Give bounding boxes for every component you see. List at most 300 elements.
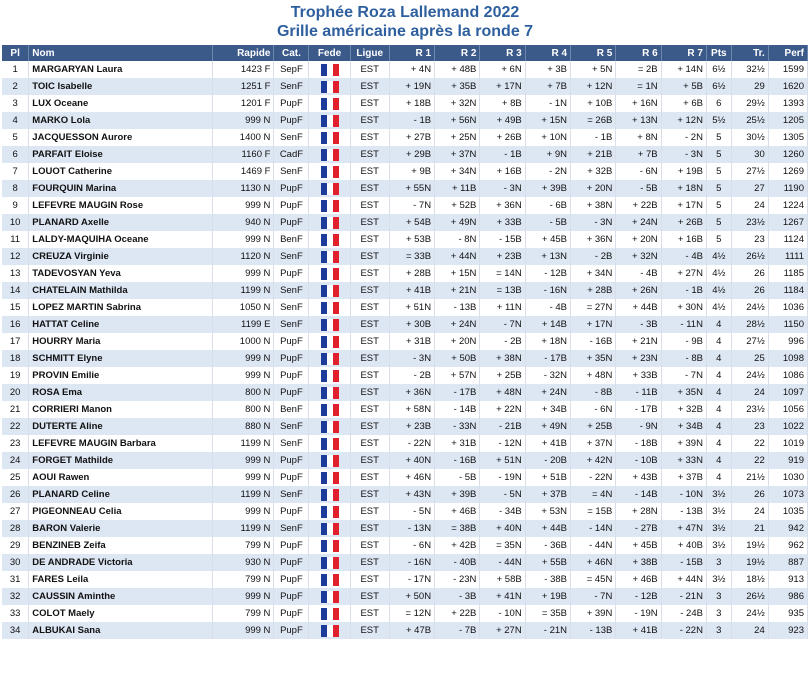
tiebreak-cell: 26 (731, 265, 768, 282)
round-6-cell: - 6N (616, 163, 661, 180)
rating-cell: 1199 N (212, 486, 274, 503)
round-5-cell: - 44N (571, 537, 616, 554)
round-3-cell: + 8B (480, 95, 525, 112)
round-7-cell: - 7N (661, 367, 706, 384)
name-cell[interactable]: ROSA Ema (29, 384, 212, 401)
rating-cell: 799 N (212, 571, 274, 588)
name-cell[interactable]: TOIC Isabelle (29, 78, 212, 95)
name-cell[interactable]: TADEVOSYAN Yeva (29, 265, 212, 282)
league-cell: EST (350, 452, 389, 469)
round-6-cell: + 21N (616, 333, 661, 350)
name-cell[interactable]: FORGET Mathilde (29, 452, 212, 469)
category-cell: BenF (274, 231, 309, 248)
round-1-cell: + 54B (389, 214, 434, 231)
round-1-cell: + 31B (389, 333, 434, 350)
france-flag-icon (321, 336, 339, 348)
round-3-cell: + 40N (480, 520, 525, 537)
round-2-cell: + 31B (435, 435, 480, 452)
round-5-cell: + 46N (571, 554, 616, 571)
league-cell: EST (350, 520, 389, 537)
name-cell[interactable]: LEFEVRE MAUGIN Barbara (29, 435, 212, 452)
round-1-cell: + 51N (389, 299, 434, 316)
round-7-cell: - 3N (661, 146, 706, 163)
table-row[interactable] (2, 316, 808, 333)
name-cell[interactable]: JACQUESSON Aurore (29, 129, 212, 146)
name-cell[interactable]: LUX Oceane (29, 95, 212, 112)
category-cell: PupF (274, 554, 309, 571)
federation-cell (309, 435, 350, 452)
name-cell[interactable]: LEFEVRE MAUGIN Rose (29, 197, 212, 214)
performance-cell: 1393 (768, 95, 807, 112)
league-cell: EST (350, 146, 389, 163)
table-row[interactable] (2, 248, 808, 265)
name-cell[interactable]: PROVIN Emilie (29, 367, 212, 384)
france-flag-icon (321, 404, 339, 416)
round-4-cell: + 51B (525, 469, 570, 486)
name-cell[interactable]: BARON Valerie (29, 520, 212, 537)
column-header[interactable]: R 7 (661, 45, 706, 61)
league-cell: EST (350, 622, 389, 639)
round-7-cell: + 34B (661, 418, 706, 435)
table-row[interactable] (2, 95, 808, 112)
round-2-cell: + 21N (435, 282, 480, 299)
tiebreak-cell: 32½ (731, 61, 768, 78)
rank-cell: 2 (2, 78, 29, 95)
round-1-cell: - 2B (389, 367, 434, 384)
performance-cell: 1305 (768, 129, 807, 146)
round-2-cell: + 39B (435, 486, 480, 503)
round-3-cell: = 13B (480, 282, 525, 299)
table-row[interactable] (2, 61, 808, 78)
round-7-cell: + 14N (661, 61, 706, 78)
round-1-cell: - 13N (389, 520, 434, 537)
rank-cell: 33 (2, 605, 29, 622)
name-cell[interactable]: DUTERTE Aline (29, 418, 212, 435)
league-cell: EST (350, 350, 389, 367)
france-flag-icon (321, 387, 339, 399)
federation-cell (309, 333, 350, 350)
name-cell[interactable]: HATTAT Celine (29, 316, 212, 333)
france-flag-icon (321, 353, 339, 365)
round-4-cell: + 41B (525, 435, 570, 452)
round-2-cell: - 23N (435, 571, 480, 588)
performance-cell: 919 (768, 452, 807, 469)
round-3-cell: + 17N (480, 78, 525, 95)
table-row[interactable] (2, 265, 808, 282)
round-1-cell: - 16N (389, 554, 434, 571)
rating-cell: 1130 N (212, 180, 274, 197)
france-flag-icon (321, 489, 339, 501)
column-header[interactable]: R 1 (389, 45, 434, 61)
table-row[interactable] (2, 282, 808, 299)
round-7-cell: - 4B (661, 248, 706, 265)
table-row[interactable] (2, 452, 808, 469)
tiebreak-cell: 26½ (731, 588, 768, 605)
performance-cell: 1035 (768, 503, 807, 520)
table-row[interactable] (2, 214, 808, 231)
round-2-cell: + 57N (435, 367, 480, 384)
league-cell: EST (350, 486, 389, 503)
points-cell: 3 (706, 554, 731, 571)
round-7-cell: - 15B (661, 554, 706, 571)
column-header[interactable]: Perf (768, 45, 807, 61)
category-cell: PupF (274, 605, 309, 622)
table-row[interactable] (2, 622, 808, 639)
round-6-cell: + 44B (616, 299, 661, 316)
round-4-cell: + 7B (525, 78, 570, 95)
round-2-cell: + 37N (435, 146, 480, 163)
round-3-cell: - 19N (480, 469, 525, 486)
rank-cell: 34 (2, 622, 29, 639)
round-6-cell: + 46B (616, 571, 661, 588)
table-row[interactable] (2, 78, 808, 95)
league-cell: EST (350, 163, 389, 180)
category-cell: PupF (274, 333, 309, 350)
round-5-cell: + 21B (571, 146, 616, 163)
tiebreak-cell: 22 (731, 435, 768, 452)
points-cell: 6½ (706, 78, 731, 95)
rating-cell: 799 N (212, 537, 274, 554)
name-cell[interactable]: HOURRY Maria (29, 333, 212, 350)
league-cell: EST (350, 282, 389, 299)
round-7-cell: + 44N (661, 571, 706, 588)
rating-cell: 999 N (212, 588, 274, 605)
rating-cell: 1199 E (212, 316, 274, 333)
france-flag-icon (321, 98, 339, 110)
tiebreak-cell: 29 (731, 78, 768, 95)
column-header[interactable]: Fede (309, 45, 350, 61)
table-row[interactable] (2, 163, 808, 180)
points-cell: 3 (706, 622, 731, 639)
round-3-cell: + 38N (480, 350, 525, 367)
rank-cell: 30 (2, 554, 29, 571)
name-cell[interactable]: MARKO Lola (29, 112, 212, 129)
round-7-cell: + 26B (661, 214, 706, 231)
round-1-cell: = 12N (389, 605, 434, 622)
points-cell: 4 (706, 384, 731, 401)
performance-cell: 942 (768, 520, 807, 537)
round-6-cell: + 20N (616, 231, 661, 248)
round-6-cell: - 5B (616, 180, 661, 197)
round-2-cell: + 46B (435, 503, 480, 520)
federation-cell (309, 520, 350, 537)
column-header[interactable]: Pl (2, 45, 29, 61)
rating-cell: 1199 N (212, 435, 274, 452)
column-header[interactable]: Rapide (212, 45, 274, 61)
france-flag-icon (321, 506, 339, 518)
round-7-cell: - 11N (661, 316, 706, 333)
table-row[interactable] (2, 537, 808, 554)
name-cell[interactable]: LOUOT Catherine (29, 163, 212, 180)
round-4-cell: - 6B (525, 197, 570, 214)
round-7-cell: + 32B (661, 401, 706, 418)
round-4-cell: - 2N (525, 163, 570, 180)
name-cell[interactable]: ALBUKAI Sana (29, 622, 212, 639)
round-5-cell: - 22N (571, 469, 616, 486)
round-7-cell: + 27N (661, 265, 706, 282)
column-header[interactable]: Ligue (350, 45, 389, 61)
table-row[interactable] (2, 112, 808, 129)
france-flag-icon (321, 64, 339, 76)
tiebreak-cell: 24½ (731, 367, 768, 384)
table-row[interactable] (2, 197, 808, 214)
tiebreak-cell: 26 (731, 486, 768, 503)
round-2-cell: - 13B (435, 299, 480, 316)
name-cell[interactable]: CORRIERI Manon (29, 401, 212, 418)
round-1-cell: + 43N (389, 486, 434, 503)
name-cell[interactable]: CREUZA Virginie (29, 248, 212, 265)
league-cell: EST (350, 61, 389, 78)
table-row[interactable] (2, 384, 808, 401)
league-cell: EST (350, 469, 389, 486)
league-cell: EST (350, 95, 389, 112)
round-7-cell: - 9B (661, 333, 706, 350)
round-3-cell: - 44N (480, 554, 525, 571)
name-cell[interactable]: BENZINEB Zeifa (29, 537, 212, 554)
federation-cell (309, 146, 350, 163)
rating-cell: 800 N (212, 401, 274, 418)
round-5-cell: - 3N (571, 214, 616, 231)
category-cell: PupF (274, 180, 309, 197)
name-cell[interactable]: DE ANDRADE Victoria (29, 554, 212, 571)
table-row[interactable] (2, 129, 808, 146)
federation-cell (309, 163, 350, 180)
round-2-cell: - 40B (435, 554, 480, 571)
round-5-cell: - 7N (571, 588, 616, 605)
round-4-cell: - 38B (525, 571, 570, 588)
france-flag-icon (321, 183, 339, 195)
round-1-cell: - 1B (389, 112, 434, 129)
france-flag-icon (321, 523, 339, 535)
table-row[interactable] (2, 401, 808, 418)
round-6-cell: + 38B (616, 554, 661, 571)
rating-cell: 1199 N (212, 520, 274, 537)
category-cell: SenF (274, 163, 309, 180)
league-cell: EST (350, 78, 389, 95)
france-flag-icon (321, 132, 339, 144)
table-row[interactable] (2, 554, 808, 571)
round-3-cell: - 10N (480, 605, 525, 622)
points-cell: 3 (706, 605, 731, 622)
round-7-cell: + 37B (661, 469, 706, 486)
rating-cell: 999 N (212, 112, 274, 129)
round-1-cell: - 6N (389, 537, 434, 554)
tiebreak-cell: 24½ (731, 605, 768, 622)
name-cell[interactable]: LALDY-MAQUIHA Oceane (29, 231, 212, 248)
round-7-cell: + 12N (661, 112, 706, 129)
points-cell: 4 (706, 333, 731, 350)
round-2-cell: - 7B (435, 622, 480, 639)
rank-cell: 25 (2, 469, 29, 486)
table-row[interactable] (2, 469, 808, 486)
rank-cell: 19 (2, 367, 29, 384)
round-6-cell: + 13N (616, 112, 661, 129)
name-cell[interactable]: FOURQUIN Marina (29, 180, 212, 197)
round-7-cell: - 13B (661, 503, 706, 520)
performance-cell: 887 (768, 554, 807, 571)
round-4-cell: - 1N (525, 95, 570, 112)
round-7-cell: + 33N (661, 452, 706, 469)
name-cell[interactable]: CAUSSIN Aminthe (29, 588, 212, 605)
table-row[interactable] (2, 435, 808, 452)
round-4-cell: + 34B (525, 401, 570, 418)
tiebreak-cell: 24 (731, 197, 768, 214)
round-7-cell: + 47N (661, 520, 706, 537)
round-4-cell: + 13N (525, 248, 570, 265)
column-header[interactable]: R 5 (571, 45, 616, 61)
federation-cell (309, 61, 350, 78)
rating-cell: 999 N (212, 469, 274, 486)
table-row[interactable] (2, 588, 808, 605)
column-header[interactable]: Pts (706, 45, 731, 61)
name-cell[interactable]: PIGEONNEAU Celia (29, 503, 212, 520)
table-row[interactable] (2, 503, 808, 520)
round-6-cell: - 17B (616, 401, 661, 418)
federation-cell (309, 350, 350, 367)
france-flag-icon (321, 625, 339, 637)
tiebreak-cell: 30 (731, 146, 768, 163)
round-5-cell: + 5N (571, 61, 616, 78)
round-3-cell: + 58B (480, 571, 525, 588)
league-cell: EST (350, 401, 389, 418)
category-cell: PupF (274, 503, 309, 520)
table-row[interactable] (2, 367, 808, 384)
column-header[interactable]: R 6 (616, 45, 661, 61)
federation-cell (309, 401, 350, 418)
category-cell: SenF (274, 299, 309, 316)
rating-cell: 799 N (212, 605, 274, 622)
table-row[interactable] (2, 350, 808, 367)
category-cell: PupF (274, 571, 309, 588)
table-row[interactable] (2, 180, 808, 197)
performance-cell: 1124 (768, 231, 807, 248)
column-header[interactable]: R 3 (480, 45, 525, 61)
league-cell: EST (350, 554, 389, 571)
points-cell: 4 (706, 469, 731, 486)
round-4-cell: + 3B (525, 61, 570, 78)
name-cell[interactable]: PLANARD Celine (29, 486, 212, 503)
points-cell: 3½ (706, 503, 731, 520)
round-3-cell: = 35N (480, 537, 525, 554)
round-5-cell: + 10B (571, 95, 616, 112)
round-6-cell: + 16N (616, 95, 661, 112)
points-cell: 3½ (706, 486, 731, 503)
france-flag-icon (321, 200, 339, 212)
column-header[interactable]: R 2 (435, 45, 480, 61)
tiebreak-cell: 24½ (731, 299, 768, 316)
federation-cell (309, 384, 350, 401)
rating-cell: 1251 F (212, 78, 274, 95)
france-flag-icon (321, 217, 339, 229)
column-header[interactable]: Tr. (731, 45, 768, 61)
performance-cell: 1190 (768, 180, 807, 197)
tiebreak-cell: 23 (731, 231, 768, 248)
name-cell[interactable]: LOPEZ MARTIN Sabrina (29, 299, 212, 316)
france-flag-icon (321, 81, 339, 93)
tiebreak-cell: 23½ (731, 401, 768, 418)
name-cell[interactable]: MARGARYAN Laura (29, 61, 212, 78)
performance-cell: 1224 (768, 197, 807, 214)
category-cell: CadF (274, 146, 309, 163)
rank-cell: 8 (2, 180, 29, 197)
table-row[interactable] (2, 333, 808, 350)
tiebreak-cell: 27½ (731, 333, 768, 350)
round-7-cell: - 2N (661, 129, 706, 146)
performance-cell: 1019 (768, 435, 807, 452)
table-row[interactable] (2, 520, 808, 537)
round-2-cell: + 49N (435, 214, 480, 231)
round-7-cell: - 1B (661, 282, 706, 299)
category-cell: SenF (274, 248, 309, 265)
table-row[interactable] (2, 418, 808, 435)
federation-cell (309, 554, 350, 571)
round-5-cell: - 13B (571, 622, 616, 639)
france-flag-icon (321, 319, 339, 331)
name-cell[interactable]: FARES Leila (29, 571, 212, 588)
name-cell[interactable]: CHATELAIN Mathilda (29, 282, 212, 299)
category-cell: BenF (274, 401, 309, 418)
name-cell[interactable]: SCHMITT Elyne (29, 350, 212, 367)
rating-cell: 1400 N (212, 129, 274, 146)
round-6-cell: + 41B (616, 622, 661, 639)
table-row[interactable] (2, 299, 808, 316)
name-cell[interactable]: PLANARD Axelle (29, 214, 212, 231)
round-6-cell: - 10B (616, 452, 661, 469)
name-cell[interactable]: COLOT Maely (29, 605, 212, 622)
table-row[interactable] (2, 486, 808, 503)
table-row[interactable] (2, 605, 808, 622)
table-row[interactable] (2, 571, 808, 588)
league-cell: EST (350, 180, 389, 197)
table-row[interactable] (2, 146, 808, 163)
france-flag-icon (321, 268, 339, 280)
round-4-cell: + 18N (525, 333, 570, 350)
federation-cell (309, 588, 350, 605)
rating-cell: 1469 F (212, 163, 274, 180)
name-cell[interactable]: AOUI Rawen (29, 469, 212, 486)
round-1-cell: - 22N (389, 435, 434, 452)
tiebreak-cell: 30½ (731, 129, 768, 146)
column-header[interactable]: Nom (29, 45, 212, 61)
round-1-cell: - 5N (389, 503, 434, 520)
round-3-cell: - 7N (480, 316, 525, 333)
round-2-cell: + 34N (435, 163, 480, 180)
tiebreak-cell: 25½ (731, 112, 768, 129)
round-4-cell: + 19B (525, 588, 570, 605)
rating-cell: 880 N (212, 418, 274, 435)
points-cell: 4½ (706, 248, 731, 265)
tiebreak-cell: 23 (731, 418, 768, 435)
performance-cell: 1260 (768, 146, 807, 163)
category-cell: PupF (274, 265, 309, 282)
standings-table (2, 45, 808, 639)
round-5-cell: = 26B (571, 112, 616, 129)
column-header[interactable]: R 4 (525, 45, 570, 61)
round-3-cell: + 51N (480, 452, 525, 469)
name-cell[interactable]: PARFAIT Eloise (29, 146, 212, 163)
round-4-cell: + 49N (525, 418, 570, 435)
round-2-cell: + 11B (435, 180, 480, 197)
rank-cell: 24 (2, 452, 29, 469)
round-4-cell: + 53N (525, 503, 570, 520)
rating-cell: 999 N (212, 265, 274, 282)
rating-cell: 999 N (212, 197, 274, 214)
column-header[interactable]: Cat. (274, 45, 309, 61)
federation-cell (309, 299, 350, 316)
table-row[interactable] (2, 231, 808, 248)
points-cell: 6 (706, 95, 731, 112)
rating-cell: 1120 N (212, 248, 274, 265)
